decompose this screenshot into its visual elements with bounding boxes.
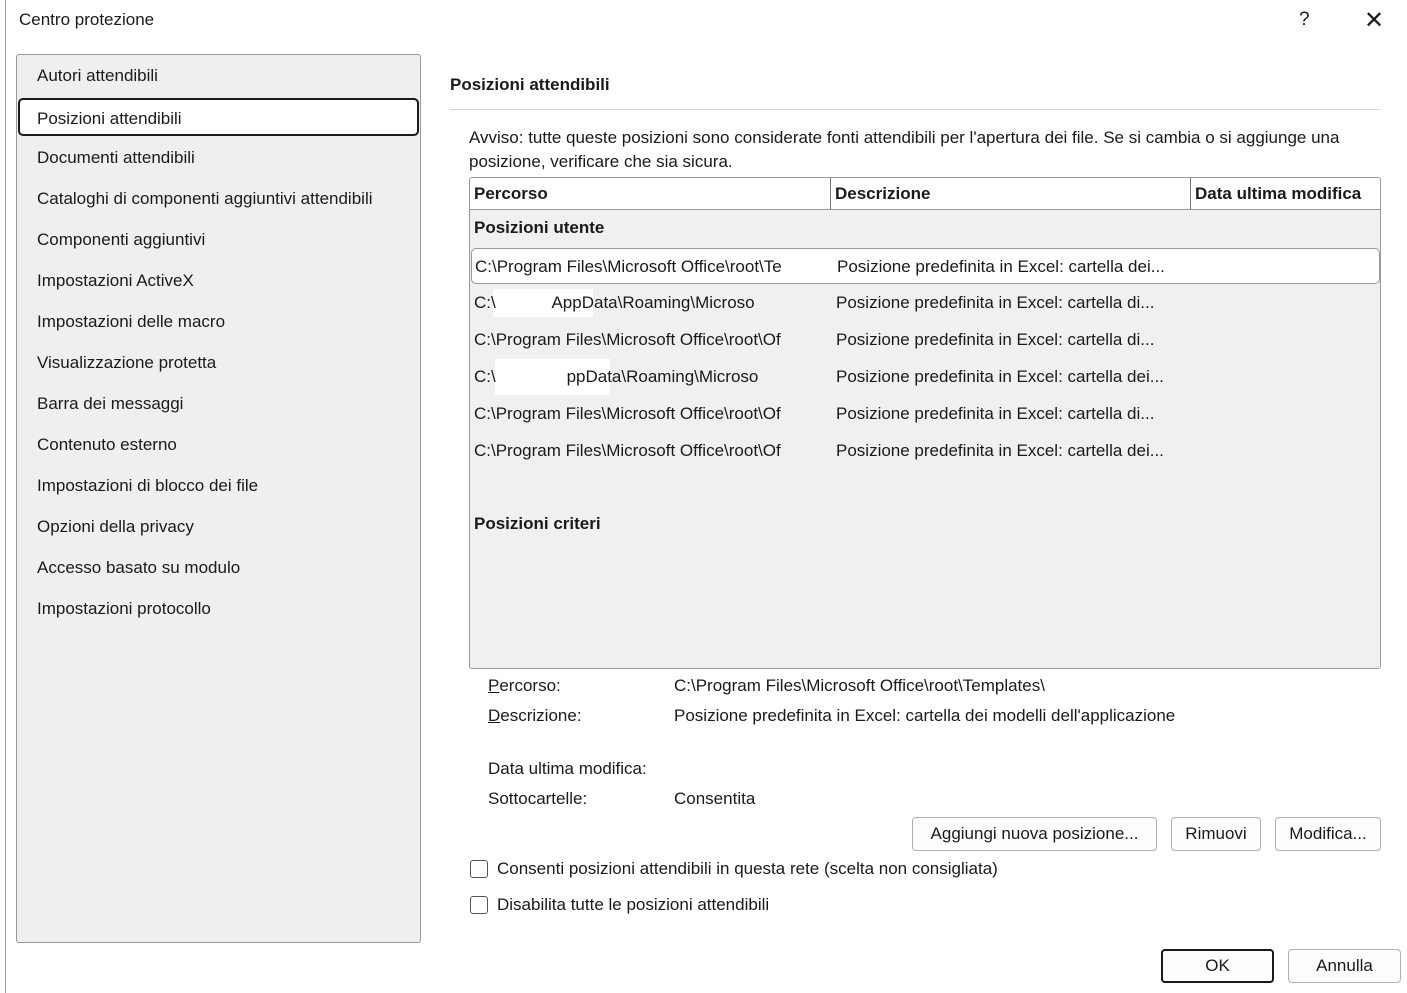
table-row[interactable] bbox=[471, 396, 1380, 432]
table-row[interactable] bbox=[471, 248, 1380, 284]
sidebar-item[interactable]: Barra dei messaggi bbox=[37, 394, 184, 413]
detail-subfolders-label: Sottocartelle: bbox=[488, 789, 588, 808]
column-header-date[interactable]: Data ultima modifica bbox=[1195, 184, 1362, 203]
table-row[interactable] bbox=[471, 322, 1380, 358]
sidebar-item[interactable]: Componenti aggiuntivi bbox=[37, 230, 206, 249]
sidebar-item[interactable]: Opzioni della privacy bbox=[37, 517, 194, 536]
detail-date-label: Data ultima modifica: bbox=[488, 759, 647, 778]
group-user-locations: Posizioni utente bbox=[474, 218, 605, 237]
table-row[interactable] bbox=[471, 359, 1380, 395]
modify-button[interactable]: Modifica... bbox=[1275, 817, 1381, 851]
table-row[interactable] bbox=[471, 433, 1380, 469]
dialog-title: Centro protezione bbox=[19, 10, 155, 29]
table-row[interactable] bbox=[471, 285, 1380, 321]
sidebar-item[interactable]: Impostazioni ActiveX bbox=[37, 271, 194, 290]
sidebar-item[interactable]: Visualizzazione protetta bbox=[37, 353, 217, 372]
allow-network-checkbox[interactable] bbox=[470, 860, 488, 878]
sidebar-item[interactable]: Posizioni attendibili bbox=[18, 98, 419, 136]
ok-button[interactable]: OK bbox=[1161, 949, 1274, 983]
sidebar-nav bbox=[16, 54, 421, 943]
row-description: Posizione predefinita in Excel: cartella di... bbox=[836, 404, 1155, 423]
sidebar-item[interactable]: Accesso basato su modulo bbox=[37, 558, 241, 577]
row-description: Posizione predefinita in Excel: cartella di... bbox=[836, 293, 1155, 312]
locations-table bbox=[469, 177, 1381, 669]
column-header-description[interactable]: Descrizione bbox=[831, 178, 1191, 209]
divider bbox=[450, 109, 1381, 110]
sidebar-item[interactable]: Impostazioni di blocco dei file bbox=[37, 476, 259, 495]
column-header-path[interactable]: Percorso bbox=[470, 178, 831, 209]
row-description: Posizione predefinita in Excel: cartella dei... bbox=[837, 257, 1165, 276]
detail-path-value: C:\Program Files\Microsoft Office\root\Templates\ bbox=[674, 676, 1045, 695]
sidebar-item[interactable]: Autori attendibili bbox=[37, 66, 158, 85]
sidebar-item[interactable]: Impostazioni protocollo bbox=[37, 599, 211, 618]
row-description: Posizione predefinita in Excel: cartella dei... bbox=[836, 367, 1164, 386]
disable-all-checkbox[interactable] bbox=[470, 896, 488, 914]
table-header bbox=[470, 178, 1380, 210]
help-button[interactable]: ? bbox=[1299, 9, 1310, 30]
cancel-button[interactable]: Annulla bbox=[1288, 949, 1401, 983]
sidebar-item[interactable]: Cataloghi di componenti aggiuntivi attendibili bbox=[37, 189, 373, 208]
row-path: C:\Program Files\Microsoft Office\root\Te bbox=[475, 257, 782, 276]
detail-subfolders-value: Consentita bbox=[674, 789, 756, 808]
remove-button[interactable]: Rimuovi bbox=[1171, 817, 1261, 851]
section-heading: Posizioni attendibili bbox=[450, 75, 610, 94]
row-path: C:\ AppData\Roaming\Microso bbox=[474, 293, 755, 312]
detail-desc-value: Posizione predefinita in Excel: cartella dei modelli dell'applicazione bbox=[674, 706, 1176, 725]
row-path: C:\Program Files\Microsoft Office\root\Of bbox=[474, 441, 781, 460]
group-policy-locations: Posizioni criteri bbox=[474, 514, 601, 533]
allow-network-label[interactable]: Consenti posizioni attendibili in questa rete (scelta non consigliata) bbox=[497, 859, 998, 878]
row-path: C:\Program Files\Microsoft Office\root\Of bbox=[474, 404, 781, 423]
row-description: Posizione predefinita in Excel: cartella di... bbox=[836, 330, 1155, 349]
close-button[interactable]: ✕ bbox=[1364, 7, 1385, 34]
window-edge bbox=[5, 0, 6, 993]
sidebar-item[interactable]: Documenti attendibili bbox=[37, 148, 195, 167]
warning-notice: Avviso: tutte queste posizioni sono considerate fonti attendibili per l'apertura dei file. Se si cambia o si aggiunge una posizione, verificare che sia sicura. bbox=[469, 128, 1340, 171]
detail-desc-label: Descrizione: bbox=[488, 706, 582, 725]
row-path: C:\Program Files\Microsoft Office\root\Of bbox=[474, 330, 781, 349]
sidebar-item[interactable]: Impostazioni delle macro bbox=[37, 312, 226, 331]
sidebar-item[interactable]: Contenuto esterno bbox=[37, 435, 177, 454]
row-path: C:\ ppData\Roaming\Microso bbox=[474, 367, 759, 386]
detail-path-label: Percorso: bbox=[488, 676, 561, 695]
row-description: Posizione predefinita in Excel: cartella dei... bbox=[836, 441, 1164, 460]
add-location-button[interactable]: Aggiungi nuova posizione... bbox=[912, 817, 1157, 851]
disable-all-label[interactable]: Disabilita tutte le posizioni attendibili bbox=[497, 895, 770, 914]
